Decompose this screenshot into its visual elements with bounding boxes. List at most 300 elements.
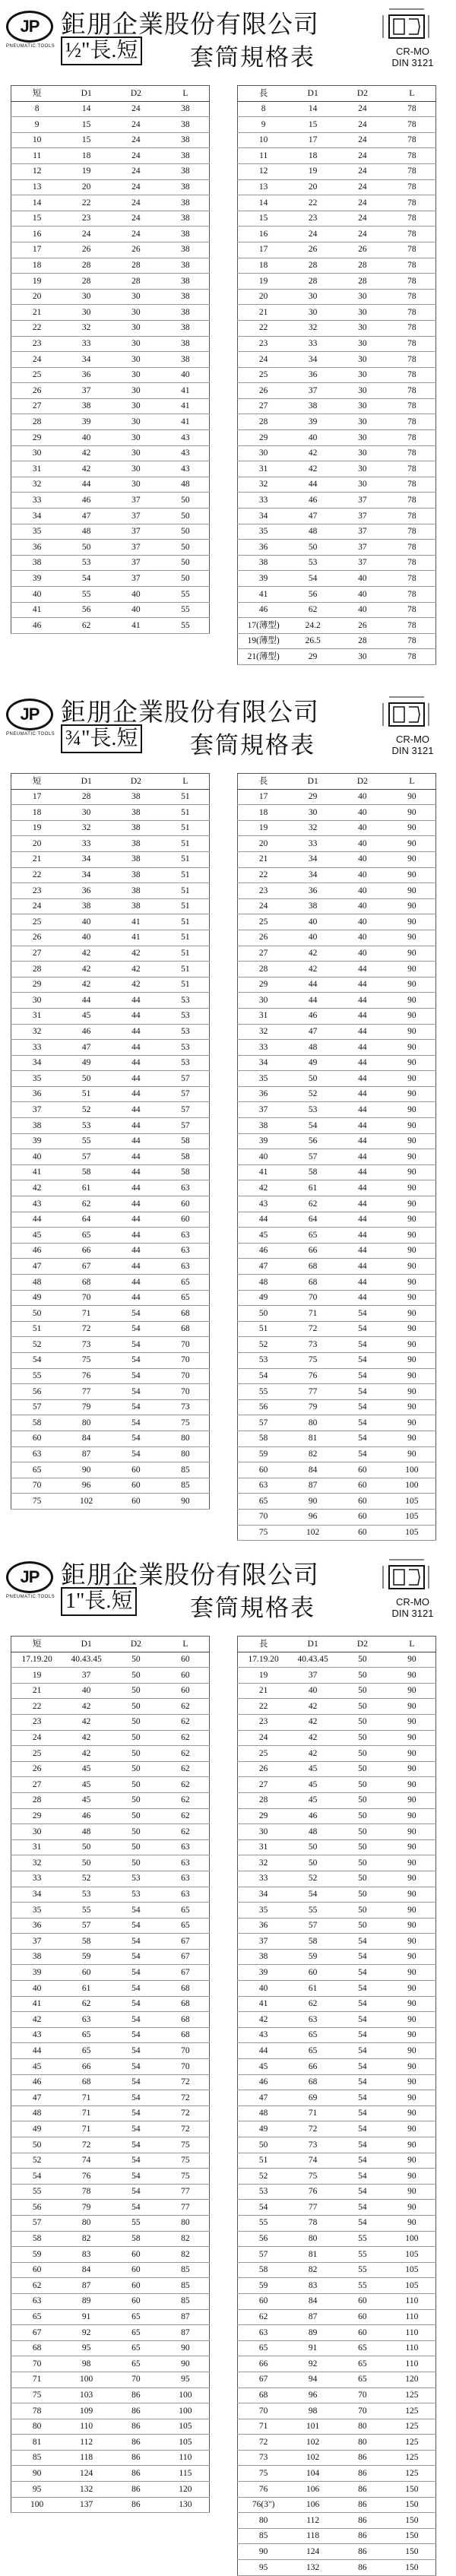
table-cell: 125 [388,2466,436,2482]
table-cell: 80 [289,1415,337,1431]
table-cell: 59 [62,1949,110,1965]
logo-subtitle: PNEUMATIC TOOLS [6,44,55,49]
table-cell: 70 [162,2043,210,2059]
table-cell: 51 [238,2153,290,2169]
table-row [11,352,210,368]
table-cell: 62 [162,1730,210,1746]
spec-material: CR-MO [395,1596,430,1608]
table-cell: 43 [11,2027,63,2043]
table-row [238,2513,436,2529]
table-row [238,163,436,179]
table-cell: 67 [238,2372,290,2387]
table-cell: 16 [238,227,290,242]
table-cell: 60 [238,1462,290,1478]
table-row [238,883,436,899]
table-cell: 90 [388,820,436,836]
table-row [11,477,210,493]
table-cell: 23 [238,883,290,899]
table-cell: 57 [62,1918,110,1934]
table-row [11,602,210,618]
table-cell: 42 [289,461,337,477]
table-row [11,1071,210,1087]
table-row [238,367,436,383]
table-cell: 78 [388,649,436,665]
table-row [238,1352,436,1368]
table-row [238,1431,436,1446]
table-cell: 41 [162,383,210,399]
column-header: L [162,774,210,790]
table-cell: 22 [289,195,337,211]
table-cell: 66 [62,2059,110,2075]
table-cell: 30 [110,289,162,305]
table-cell: 52 [238,2169,290,2185]
table-cell: 54 [337,2012,388,2028]
table-cell: 43 [162,461,210,477]
table-cell: 50 [289,540,337,556]
table-cell: 44 [110,1149,162,1165]
table-cell: 77 [162,2184,210,2200]
table-cell: 32 [289,320,337,336]
table-cell: 11 [238,148,290,164]
table-cell: 63 [238,2325,290,2341]
table-cell: 78 [388,163,436,179]
table-row [238,2262,436,2278]
table-cell: 90 [388,1871,436,1887]
table-cell: 70 [162,1384,210,1400]
table-cell: 28 [238,1792,290,1808]
table-cell: 90 [388,1714,436,1730]
table-cell: 25 [11,914,63,930]
table-cell: 132 [289,2560,337,2576]
table-cell: 70 [337,2403,388,2419]
table-cell: 86 [337,2560,388,2576]
table-row [11,2450,210,2466]
table-cell: 51 [162,805,210,821]
table-row [238,509,436,524]
table-cell: 62 [162,1746,210,1762]
table-cell: 54 [337,1399,388,1415]
table-cell: 29 [238,1808,290,1824]
table-cell: 57 [11,1399,63,1415]
table-cell: 60 [110,2278,162,2294]
table-row [238,1243,436,1259]
table-cell: 68 [162,1996,210,2012]
table-row [11,1040,210,1056]
table-cell: 28 [11,962,63,977]
table-cell: 39 [11,1965,63,1981]
table-cell: 14 [62,101,110,117]
table-cell: 49 [11,1290,63,1306]
socket-diagram-icon [378,1555,438,1596]
table-cell: 75 [162,1415,210,1431]
table-cell: 30 [11,1824,63,1840]
table-cell: 30 [337,649,388,665]
table-cell: 77 [289,1384,337,1400]
table-cell: 78 [388,336,436,352]
table-cell: 94 [289,2372,337,2387]
table-cell: 70 [162,2059,210,2075]
table-cell: 50 [238,2137,290,2153]
table-cell: 40 [289,430,337,446]
table-cell: 50 [110,1792,162,1808]
table-cell: 45 [11,2059,63,2075]
table-cell: 18 [238,258,290,274]
table-cell: 68 [62,2074,110,2090]
table-row [238,2309,436,2325]
table-cell: 53 [110,1871,162,1887]
table-cell: 54 [110,2169,162,2185]
table-row [238,649,436,665]
table-cell: 42 [62,1714,110,1730]
table-cell: 17 [238,789,290,805]
table-cell: 42 [110,977,162,993]
table-cell: 124 [289,2544,337,2560]
table-cell: 70 [162,1352,210,1368]
table-cell: 78 [388,242,436,258]
table-row [238,2482,436,2498]
table-cell: 17 [289,132,337,148]
table-cell: 17 [11,242,63,258]
table-cell: 50 [337,1714,388,1730]
table-cell: 55 [238,2215,290,2231]
table-cell: 29 [289,649,337,665]
table-cell: 98 [289,2403,337,2419]
table-cell: 44 [110,1275,162,1291]
right-spec-table [237,85,436,665]
table-cell: 40 [11,587,63,603]
table-cell: 33 [289,836,337,852]
table-cell: 80 [337,2419,388,2435]
table-cell: 50 [62,1071,110,1087]
table-cell: 78 [62,2184,110,2200]
table-cell: 17.19.20 [11,1652,63,1668]
table-cell: 90 [388,1996,436,2012]
table-cell: 45 [62,1008,110,1024]
table-cell: 42 [62,946,110,962]
table-cell: 50 [110,1761,162,1777]
table-row [11,2137,210,2153]
table-row [11,1446,210,1462]
table-cell: 54 [289,1887,337,1903]
table-row [11,1761,210,1777]
table-row [238,2560,436,2576]
table-cell: 49 [289,1055,337,1071]
table-cell: 41 [162,414,210,430]
table-cell: 73 [289,2137,337,2153]
table-cell: 92 [289,2356,337,2372]
table-row [238,1024,436,1040]
table-cell: 60 [11,2262,63,2278]
table-cell: 55 [337,2231,388,2247]
table-cell: 19 [238,274,290,290]
table-cell: 42 [62,962,110,977]
table-cell: 60 [337,1509,388,1525]
table-cell: 59 [238,1446,290,1462]
table-cell: 68 [162,1981,210,1997]
table-row [238,1102,436,1118]
table-cell: 90 [388,1290,436,1306]
table-cell: 87 [162,2325,210,2341]
table-cell: 68 [162,1321,210,1337]
table-cell: 60 [110,1478,162,1494]
table-cell: 48 [289,524,337,540]
table-cell: 54 [110,1306,162,1322]
table-row [238,618,436,634]
table-cell: 37 [110,493,162,509]
table-cell: 50 [110,1652,162,1668]
table-cell: 78 [388,477,436,493]
table-cell: 43 [238,1196,290,1212]
table-cell: 57 [162,1071,210,1087]
table-cell: 90 [388,1352,436,1368]
table-cell: 22 [62,195,110,211]
table-cell: 54 [337,1431,388,1446]
table-cell: 42 [11,2012,63,2028]
table-cell: 54 [110,2137,162,2153]
table-cell: 40 [238,1149,290,1165]
table-cell: 26 [337,618,388,634]
table-cell: 54 [337,2074,388,2090]
table-cell: 15 [62,132,110,148]
table-row [11,2247,210,2263]
table-cell: 37 [337,555,388,571]
table-cell: 21 [238,305,290,321]
table-cell: 90 [162,1494,210,1510]
table-cell: 32 [238,477,290,493]
table-cell: 62 [162,1808,210,1824]
table-cell: 30 [289,289,337,305]
table-cell: 86 [110,2387,162,2403]
table-cell: 60 [162,1652,210,1668]
table-row [238,2340,436,2356]
table-cell: 38 [11,555,63,571]
table-cell: 90 [388,1321,436,1337]
table-cell: 85 [238,2528,290,2544]
table-cell: 39 [11,1133,63,1149]
table-cell: 40 [289,1683,337,1699]
table-cell: 65 [337,2356,388,2372]
table-cell: 40 [62,430,110,446]
table-cell: 55 [11,1368,63,1384]
table-cell: 57 [62,1149,110,1165]
table-cell: 86 [110,2466,162,2482]
table-row [11,2466,210,2482]
table-cell: 100 [62,2372,110,2387]
table-cell: 78 [388,540,436,556]
table-cell: 105 [388,2247,436,2263]
table-cell: 87 [62,1446,110,1462]
table-cell: 51 [162,820,210,836]
table-cell: 78 [388,227,436,242]
table-cell: 50 [162,540,210,556]
table-row [11,227,210,242]
table-cell: 30 [337,320,388,336]
table-cell: 44 [337,1118,388,1134]
table-cell: 24 [62,227,110,242]
table-cell: 52 [289,1871,337,1887]
table-cell: 41 [110,618,162,634]
table-cell: 44 [110,1243,162,1259]
table-row [238,1275,436,1291]
table-cell: 38 [162,289,210,305]
table-cell: 44 [337,1008,388,1024]
table-cell: 44 [337,962,388,977]
table-cell: 76 [289,2184,337,2200]
table-cell: 54 [11,2169,63,2185]
table-cell: 90 [388,1903,436,1919]
table-cell: 51 [162,898,210,914]
table-row [11,618,210,634]
table-cell: 28 [289,274,337,290]
table-cell: 58 [289,1934,337,1950]
table-cell: 75 [238,2466,290,2482]
table-row [238,2105,436,2121]
table-cell: 36 [289,367,337,383]
table-cell: 100 [388,1462,436,1478]
table-row [238,540,436,556]
table-cell: 38 [238,1949,290,1965]
table-cell: 105 [162,2435,210,2451]
table-row [11,1668,210,1684]
table-cell: 53 [162,1024,210,1040]
table-cell: 86 [337,2497,388,2513]
table-cell: 56 [11,2200,63,2216]
table-row [238,2435,436,2451]
table-cell: 21 [238,1683,290,1699]
table-cell: 45 [62,1761,110,1777]
table-row [11,1352,210,1368]
table-cell: 24 [110,117,162,133]
table-cell: 24 [110,148,162,164]
table-cell: 40 [337,946,388,962]
table-row [238,2403,436,2419]
table-cell: 53 [162,1055,210,1071]
table-cell: 60 [337,2309,388,2325]
table-cell: 50 [337,1903,388,1919]
table-cell: 44 [289,977,337,993]
table-cell: 65 [62,2027,110,2043]
table-cell: 90 [388,1275,436,1291]
table-cell: 78 [388,383,436,399]
table-cell: 16 [11,227,63,242]
table-cell: 34 [289,867,337,883]
table-cell: 78 [388,602,436,618]
table-cell: 60 [162,1196,210,1212]
socket-diagram [378,5,438,46]
table-cell: 60 [337,1462,388,1478]
table-cell: 70 [238,1509,290,1525]
table-row [238,1949,436,1965]
table-row [238,398,436,414]
table-cell: 78 [388,398,436,414]
table-cell: 55 [62,1903,110,1919]
table-cell: 25 [11,1746,63,1762]
table-cell: 75 [162,2169,210,2185]
table-row [11,2184,210,2200]
table-cell: 84 [289,1462,337,1478]
spec-material: CR-MO [395,734,430,745]
table-cell: 50 [337,1746,388,1762]
table-cell: 38 [62,898,110,914]
table-cell: 24 [337,195,388,211]
table-row [11,993,210,1009]
table-cell: 55 [337,2247,388,2263]
table-cell: 54 [337,1384,388,1400]
table-row [238,867,436,883]
table-cell: 96 [62,1478,110,1494]
table-cell: 54 [110,1352,162,1368]
material-spec [378,1596,447,1619]
table-cell: 48 [162,477,210,493]
table-cell: 37 [289,1668,337,1684]
table-cell: 46 [238,1243,290,1259]
table-cell: 45 [289,1792,337,1808]
table-cell: 65 [162,1918,210,1934]
table-row [238,1196,436,1212]
company-logo [6,11,53,49]
table-cell: 44 [110,1055,162,1071]
table-row [11,914,210,930]
table-cell: 28 [62,274,110,290]
table-cell: 55 [62,1133,110,1149]
table-cell: 19 [238,1668,290,1684]
table-row [238,1996,436,2012]
table-row [11,2262,210,2278]
table-row [11,1212,210,1228]
table-cell: 90 [388,1824,436,1840]
table-cell: 78 [388,148,436,164]
table-cell: 65 [110,2340,162,2356]
table-cell: 60 [337,2293,388,2309]
table-cell: 54 [110,2090,162,2106]
table-cell: 44 [110,1228,162,1244]
table-cell: 58 [11,2231,63,2247]
table-cell: 20 [289,179,337,195]
table-cell: 42 [289,1699,337,1715]
table-cell: 54 [337,2153,388,2169]
table-cell: 44 [337,1212,388,1228]
table-cell: 90 [388,1259,436,1275]
table-cell: 40 [337,883,388,899]
table-cell: 35 [11,1071,63,1087]
table-cell: 75 [289,1352,337,1368]
table-cell: 22 [11,1699,63,1715]
column-header: 短 [11,774,63,790]
table-cell: 100 [388,1478,436,1494]
table-row [11,1399,210,1415]
table-cell: 20 [11,836,63,852]
table-cell: 120 [388,2372,436,2387]
table-cell: 12 [238,163,290,179]
table-cell: 50 [337,1699,388,1715]
table-cell: 26 [11,930,63,946]
table-row [11,2231,210,2247]
table-cell: 21(薄型) [238,649,290,665]
table-cell: 50 [289,1839,337,1855]
table-cell: 30 [62,305,110,321]
table-row [11,789,210,805]
table-cell: 125 [388,2403,436,2419]
table-cell: 63 [289,2012,337,2028]
table-row [11,1792,210,1808]
table-cell: 56 [62,602,110,618]
table-cell: 50 [337,1887,388,1903]
table-cell: 90 [388,1668,436,1684]
table-cell: 110 [62,2419,110,2435]
table-cell: 50 [337,1668,388,1684]
table-cell: 51 [11,1321,63,1337]
table-cell: 40 [62,930,110,946]
